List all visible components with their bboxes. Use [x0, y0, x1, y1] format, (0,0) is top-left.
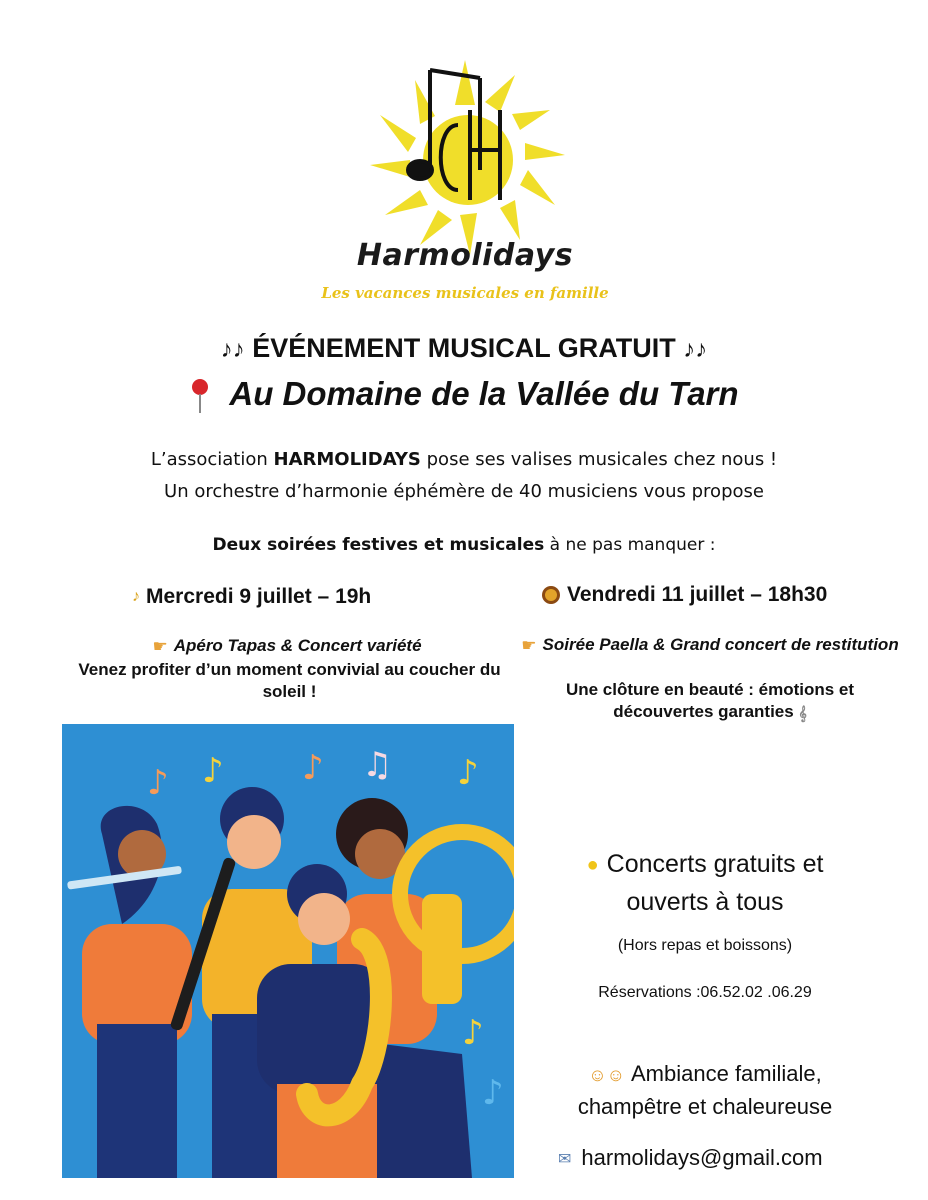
evening-1-subtitle: ☛ Apéro Tapas & Concert variété	[152, 636, 422, 656]
intro-line-1: L’association HARMOLIDAYS pose ses valises musicales chez nous !	[150, 449, 778, 470]
svg-text:♪: ♪	[462, 1013, 484, 1053]
exclusion-note: (Hors repas et boissons)	[617, 937, 793, 954]
pointing-hand-icon: ☛	[521, 635, 537, 655]
email-contact	[558, 1145, 888, 1171]
evening-2-date: Vendredi 11 juillet – 18h30	[541, 583, 881, 607]
event-title-text: ÉVÉNEMENT MUSICAL GRATUIT	[252, 333, 676, 363]
family-icon: ☺☺	[588, 1064, 625, 1085]
association-name: HARMOLIDAYS	[273, 449, 421, 470]
intro-line-3: Deux soirées festives et musicales à ne pas manquer :	[212, 535, 716, 555]
sheet-music-icon: 𝄞	[798, 704, 807, 721]
event-location-text: Au Domaine de la Vallée du Tarn	[229, 375, 739, 412]
paella-icon	[541, 585, 561, 605]
evening-1-date: ♪ Mercredi 9 juillet – 19h	[132, 585, 372, 608]
ambiance-info: ☺☺ Ambiance familiale, champêtre et chaleureuse	[577, 1061, 833, 1119]
svg-text:♪: ♪	[147, 763, 169, 803]
email-icon: ✉	[558, 1151, 572, 1169]
saxophone-icon: ♪	[132, 588, 140, 606]
music-notes-icon: ♪♪	[220, 335, 245, 363]
svg-text:♫: ♫	[362, 745, 393, 785]
svg-text:♪: ♪	[202, 751, 224, 791]
svg-text:♪: ♪	[482, 1073, 504, 1113]
brand-name: Harmolidays	[356, 238, 574, 273]
lightbulb-icon: ●	[586, 853, 599, 876]
evening-2-subtitle: ☛ Soirée Paella & Grand concert de restitution	[521, 635, 899, 655]
svg-text:♪: ♪	[302, 748, 324, 788]
music-notes-icon: ♪♪	[683, 335, 708, 363]
pointing-hand-icon: ☛	[152, 636, 168, 656]
brand-tagline: Les vacances musicales en famille	[321, 284, 609, 302]
evening-2-body: Une clôture en beauté : émotions et découvertes garanties 𝄞	[520, 679, 900, 724]
reservations-phone: Réservations :06.52.02 .06.29	[598, 984, 812, 1001]
evening-1-body: Venez profiter d’un moment convivial au coucher du soleil !	[78, 660, 501, 701]
svg-text:♪: ♪	[457, 753, 479, 793]
musicians-illustration	[62, 724, 514, 1178]
intro-line-2: Un orchestre d’harmonie éphémère de 40 musiciens vous propose	[164, 481, 764, 502]
email-address[interactable]: harmolidays@gmail.com	[581, 1145, 823, 1170]
concerts-info: ● Concerts gratuits et ouverts à tous	[540, 846, 870, 921]
event-title	[100, 333, 828, 364]
map-pin-icon	[189, 378, 211, 414]
event-location	[100, 375, 828, 414]
